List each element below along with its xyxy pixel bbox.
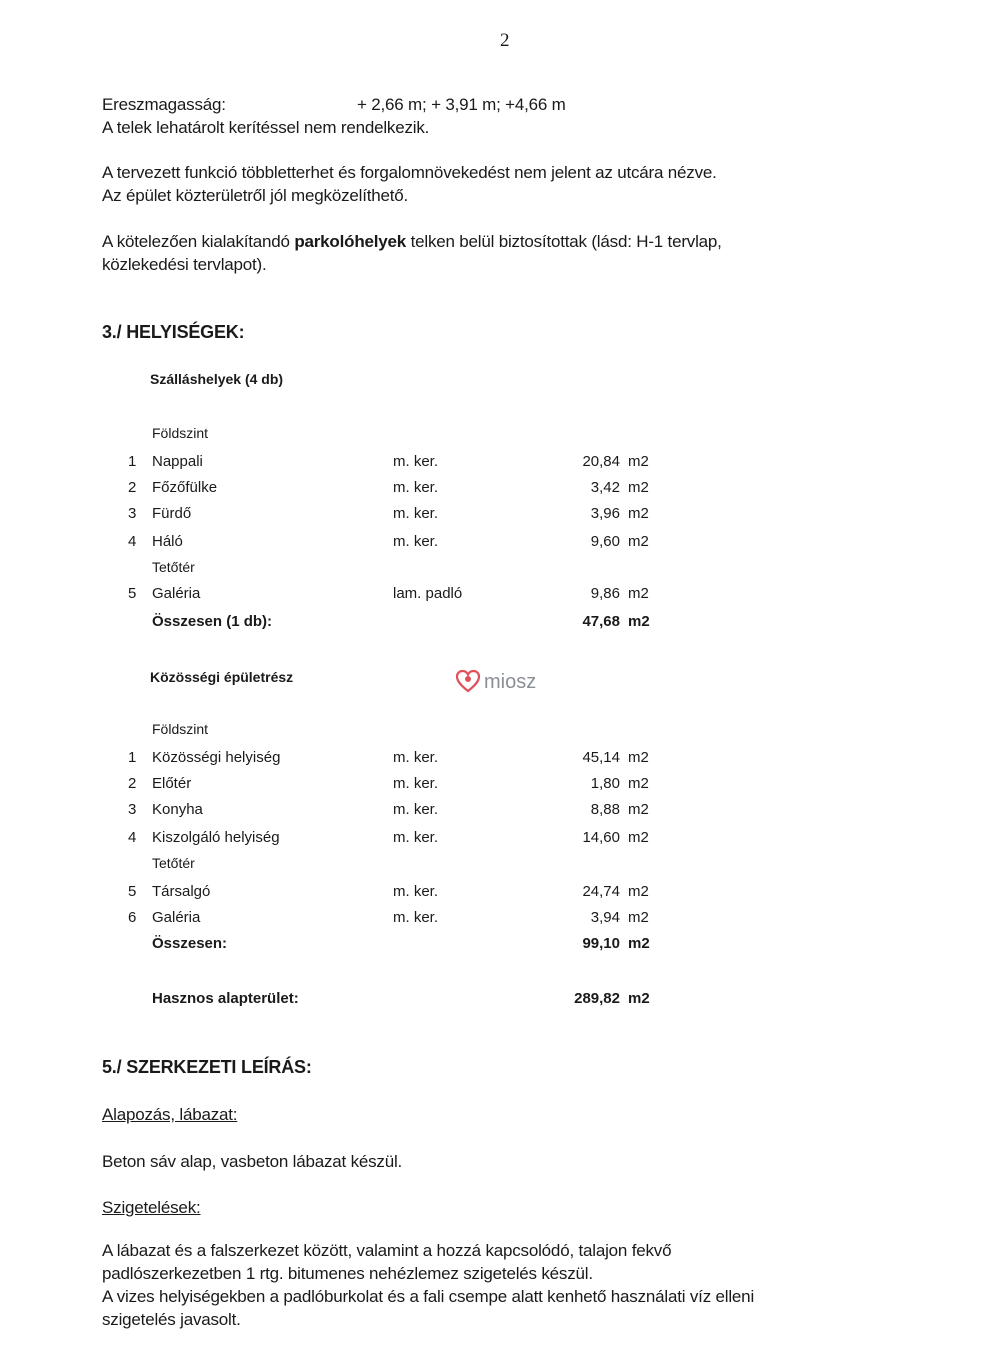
row-name: Nappali bbox=[152, 453, 203, 470]
row-value: 3,42 bbox=[590, 479, 620, 496]
row-unit: m2 bbox=[628, 479, 649, 496]
function-text-2: Az épület közterületről jól megközelíthető. bbox=[102, 186, 409, 205]
total-label: Összesen: bbox=[152, 935, 228, 952]
row-value: 8,88 bbox=[590, 801, 620, 818]
row-value: 20,84 bbox=[582, 453, 620, 470]
group2-total-row bbox=[0, 935, 1000, 957]
row-unit: m2 bbox=[628, 801, 649, 818]
row-num: 5 bbox=[128, 883, 137, 900]
row-unit: m2 bbox=[628, 909, 649, 926]
heart-logo-icon bbox=[455, 668, 481, 694]
watermark bbox=[455, 668, 536, 694]
row-value: 3,94 bbox=[590, 909, 620, 926]
row-name: Fürdő bbox=[152, 505, 192, 522]
row-type: m. ker. bbox=[393, 883, 439, 900]
row-type: m. ker. bbox=[393, 453, 439, 470]
row-value: 9,86 bbox=[590, 585, 620, 602]
total-unit: m2 bbox=[628, 935, 650, 952]
row-name: Főzőfülke bbox=[152, 479, 218, 496]
insulation-text-1: A lábazat és a falszerkezet között, valamint a hozzá kapcsolódó, talajon fekvő bbox=[102, 1241, 672, 1260]
row-type: m. ker. bbox=[393, 775, 439, 792]
row-type: m. ker. bbox=[393, 749, 439, 766]
row-unit: m2 bbox=[628, 533, 649, 550]
row-unit: m2 bbox=[628, 775, 649, 792]
watermark-text: miosz bbox=[484, 671, 537, 693]
row-type: m. ker. bbox=[393, 479, 439, 496]
row-value: 24,74 bbox=[582, 883, 620, 900]
parking-text-2: közlekedési tervlapot). bbox=[102, 255, 267, 274]
section-5-heading: 5./ SZERKEZETI LEÍRÁS: bbox=[102, 1057, 312, 1077]
row-num: 4 bbox=[128, 533, 137, 550]
row-unit: m2 bbox=[628, 585, 649, 602]
row-value: 1,80 bbox=[590, 775, 620, 792]
table-row bbox=[0, 749, 1000, 771]
table-row bbox=[0, 883, 1000, 905]
row-name: Galéria bbox=[152, 585, 201, 602]
row-num: 2 bbox=[128, 775, 137, 792]
row-name: Konyha bbox=[152, 801, 203, 818]
row-type: m. ker. bbox=[393, 533, 439, 550]
group1-title: Szálláshelyek (4 db) bbox=[150, 371, 284, 387]
row-value: 9,60 bbox=[590, 533, 620, 550]
parking-post: telken belül biztosítottak (lásd: H-1 tervlap, bbox=[406, 232, 722, 251]
row-num: 1 bbox=[128, 749, 137, 766]
useful-area-row bbox=[0, 990, 1000, 1012]
row-value: 14,60 bbox=[582, 829, 620, 846]
table-row bbox=[0, 775, 1000, 797]
total-value: 47,68 bbox=[582, 613, 620, 630]
page-number: 2 bbox=[500, 30, 510, 51]
insulation-text-4: szigetelés javasolt. bbox=[102, 1310, 241, 1329]
eaves-value: + 2,66 m; + 3,91 m; +4,66 m bbox=[357, 95, 566, 114]
table-row bbox=[0, 909, 1000, 931]
function-text-1: A tervezett funkció többletterhet és forgalomnövekedést nem jelent az utcára nézve. bbox=[102, 163, 717, 182]
row-num: 3 bbox=[128, 801, 137, 818]
table-row bbox=[0, 453, 1000, 475]
row-type: m. ker. bbox=[393, 909, 439, 926]
table-row bbox=[0, 801, 1000, 823]
insulation-title: Szigetelések: bbox=[102, 1198, 201, 1217]
row-name: Kiszolgáló helyiség bbox=[152, 829, 280, 846]
group2-level1: Földszint bbox=[152, 721, 209, 737]
row-unit: m2 bbox=[628, 749, 649, 766]
row-value: 3,96 bbox=[590, 505, 620, 522]
group1-total-row bbox=[0, 613, 1000, 635]
total-label: Összesen (1 db): bbox=[152, 613, 273, 630]
eaves-label: Ereszmagasság: bbox=[102, 95, 226, 114]
total-unit: m2 bbox=[628, 613, 650, 630]
row-num: 6 bbox=[128, 909, 137, 926]
table-row bbox=[0, 533, 1000, 555]
row-name: Előtér bbox=[152, 775, 192, 792]
row-type: m. ker. bbox=[393, 505, 439, 522]
foundation-text: Beton sáv alap, vasbeton lábazat készül. bbox=[102, 1152, 403, 1171]
row-unit: m2 bbox=[628, 505, 649, 522]
useful-area-unit: m2 bbox=[628, 990, 650, 1007]
row-num: 5 bbox=[128, 585, 137, 602]
group2-level2: Tetőtér bbox=[152, 855, 195, 871]
row-name: Közösségi helyiség bbox=[152, 749, 281, 766]
row-num: 3 bbox=[128, 505, 137, 522]
insulation-text-2: padlószerkezetben 1 rtg. bitumenes nehézlemez szigetelés készül. bbox=[102, 1264, 593, 1283]
row-value: 45,14 bbox=[582, 749, 620, 766]
row-name: Galéria bbox=[152, 909, 201, 926]
row-num: 4 bbox=[128, 829, 137, 846]
row-num: 1 bbox=[128, 453, 137, 470]
table-row bbox=[0, 585, 1000, 607]
parking-text-1 bbox=[102, 230, 722, 253]
row-unit: m2 bbox=[628, 883, 649, 900]
parking-bold: parkolóhelyek bbox=[294, 232, 407, 251]
parking-pre: A kötelezően kialakítandó bbox=[102, 232, 295, 251]
insulation-text-3: A vizes helyiségekben a padlóburkolat és a fali csempe alatt kenhető használati víz elleni bbox=[102, 1287, 755, 1306]
eaves-height-line bbox=[102, 93, 566, 116]
row-name: Háló bbox=[152, 533, 183, 550]
foundation-title: Alapozás, lábazat: bbox=[102, 1105, 238, 1124]
useful-area-label: Hasznos alapterület: bbox=[152, 990, 299, 1007]
row-type: m. ker. bbox=[393, 829, 439, 846]
group1-level1: Földszint bbox=[152, 425, 209, 441]
group1-level2: Tetőtér bbox=[152, 559, 195, 575]
row-unit: m2 bbox=[628, 829, 649, 846]
fence-text: A telek lehatárolt kerítéssel nem rendelkezik. bbox=[102, 118, 430, 137]
total-value: 99,10 bbox=[582, 935, 620, 952]
table-row bbox=[0, 829, 1000, 851]
row-type: lam. padló bbox=[393, 585, 463, 602]
row-unit: m2 bbox=[628, 453, 649, 470]
group2-title: Közösségi épületrész bbox=[150, 669, 294, 685]
useful-area-value: 289,82 bbox=[574, 990, 620, 1007]
section-3-heading: 3./ HELYISÉGEK: bbox=[102, 322, 245, 342]
row-name: Társalgó bbox=[152, 883, 211, 900]
row-type: m. ker. bbox=[393, 801, 439, 818]
table-row bbox=[0, 505, 1000, 527]
row-num: 2 bbox=[128, 479, 137, 496]
table-row bbox=[0, 479, 1000, 501]
